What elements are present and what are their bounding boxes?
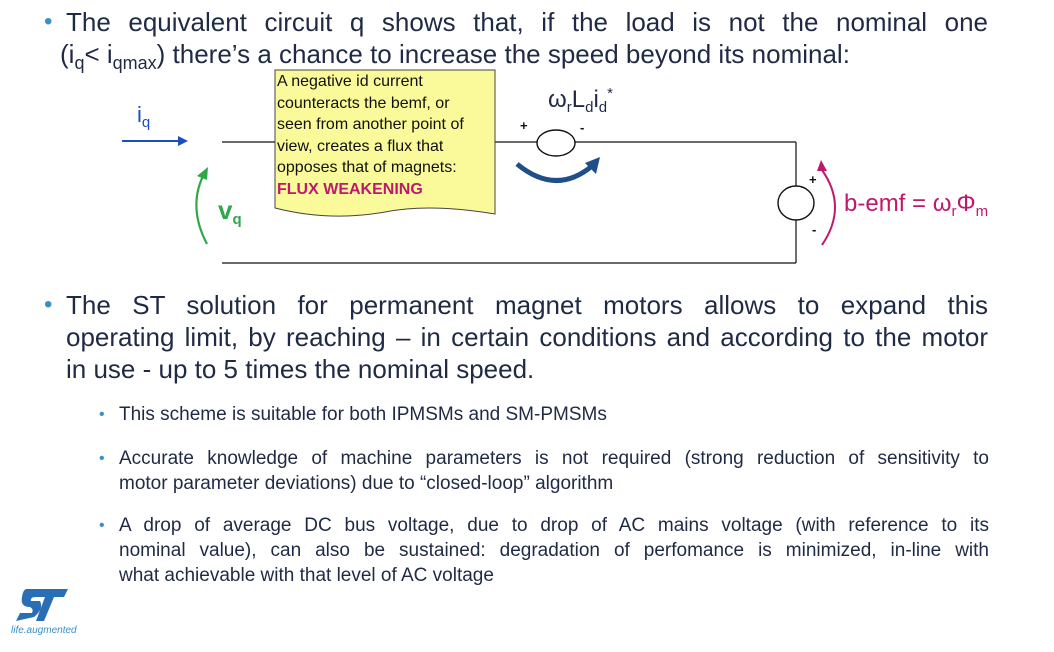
bemf-voltage-source: [778, 186, 814, 220]
iq-label: $i_q$: [137, 102, 151, 131]
note-line: counteracts the bemf, or: [277, 94, 450, 112]
series-source-minus: -: [580, 120, 585, 135]
series-source-plus: +: [520, 118, 528, 133]
sub-bullet-2: [99, 446, 989, 496]
flux-weakening-note: [277, 71, 493, 200]
bullet-2-line-3: in use - up to 5 times the nominal speed.: [66, 354, 535, 384]
bemf-label: $b-emf = \omega_r\Phi_m$: [844, 190, 989, 220]
vq-arc: [196, 176, 207, 244]
sub-bullet-line: nominal value), can also be sustained: degradation of perfomance is minimized, in-line with: [119, 540, 989, 561]
note-line: seen from another point of: [277, 116, 464, 133]
sub-bullet-1: [99, 402, 989, 427]
sub-bullet-line: motor parameter deviations) due to “closed-loop” algorithm: [119, 473, 614, 494]
sub-bullet-3: [99, 513, 989, 588]
bemf-arc: [822, 170, 835, 245]
sub-bullet-line: what achievable with that level of AC voltage: [119, 565, 494, 586]
iq-arrow-head: [178, 136, 188, 146]
bullet-dot: •: [44, 8, 53, 35]
sub-bullet-dot: •: [99, 517, 105, 534]
bullet-2-line-2: operating limit, by reaching – in certain conditions and according to the motor: [66, 322, 988, 352]
logo-tagline: life.augmented: [11, 625, 77, 636]
note-line: opposes that of magnets:: [277, 159, 457, 176]
bemf-arc-head: [817, 160, 827, 171]
bullet-2: [44, 289, 988, 385]
note-line: view, creates a flux that: [277, 137, 444, 155]
series-voltage-source: [537, 130, 575, 156]
vq-arc-head: [197, 167, 208, 180]
bemf-source-plus: +: [809, 172, 817, 187]
sub-bullet-line: A drop of average DC bus voltage, due to drop of AC mains voltage (with reference to its: [119, 515, 989, 536]
omega-ld-id-label: $\omega_rL_di_d^*$: [548, 85, 613, 116]
note-highlight: FLUX WEAKENING: [277, 180, 423, 198]
vq-label: $v_q$: [218, 195, 242, 228]
bullet-dot: •: [44, 291, 53, 318]
sub-bullet-line: This scheme is suitable for both IPMSMs and SM-PMSMs: [119, 404, 607, 425]
bullet-1-line-1: The equivalent circuit q shows that, if the load is not the nominal one: [66, 7, 988, 37]
bemf-source-minus: -: [812, 222, 817, 237]
sub-bullet-line: Accurate knowledge of machine parameters is not required (strong reduction of sensitivity to: [119, 448, 989, 469]
note-line: A negative id current: [277, 73, 423, 90]
bullet-1-line-2: $(i_q< i_{qmax})$ there’s a chance to increase the speed beyond its nominal:: [60, 39, 850, 73]
rotation-arrow: [517, 164, 592, 181]
bullet-2-line-1: The ST solution for permanent magnet motors allows to expand this: [66, 290, 988, 320]
st-logo-icon: [14, 587, 70, 623]
sub-bullet-dot: •: [99, 406, 105, 423]
sub-bullet-dot: •: [99, 450, 105, 467]
